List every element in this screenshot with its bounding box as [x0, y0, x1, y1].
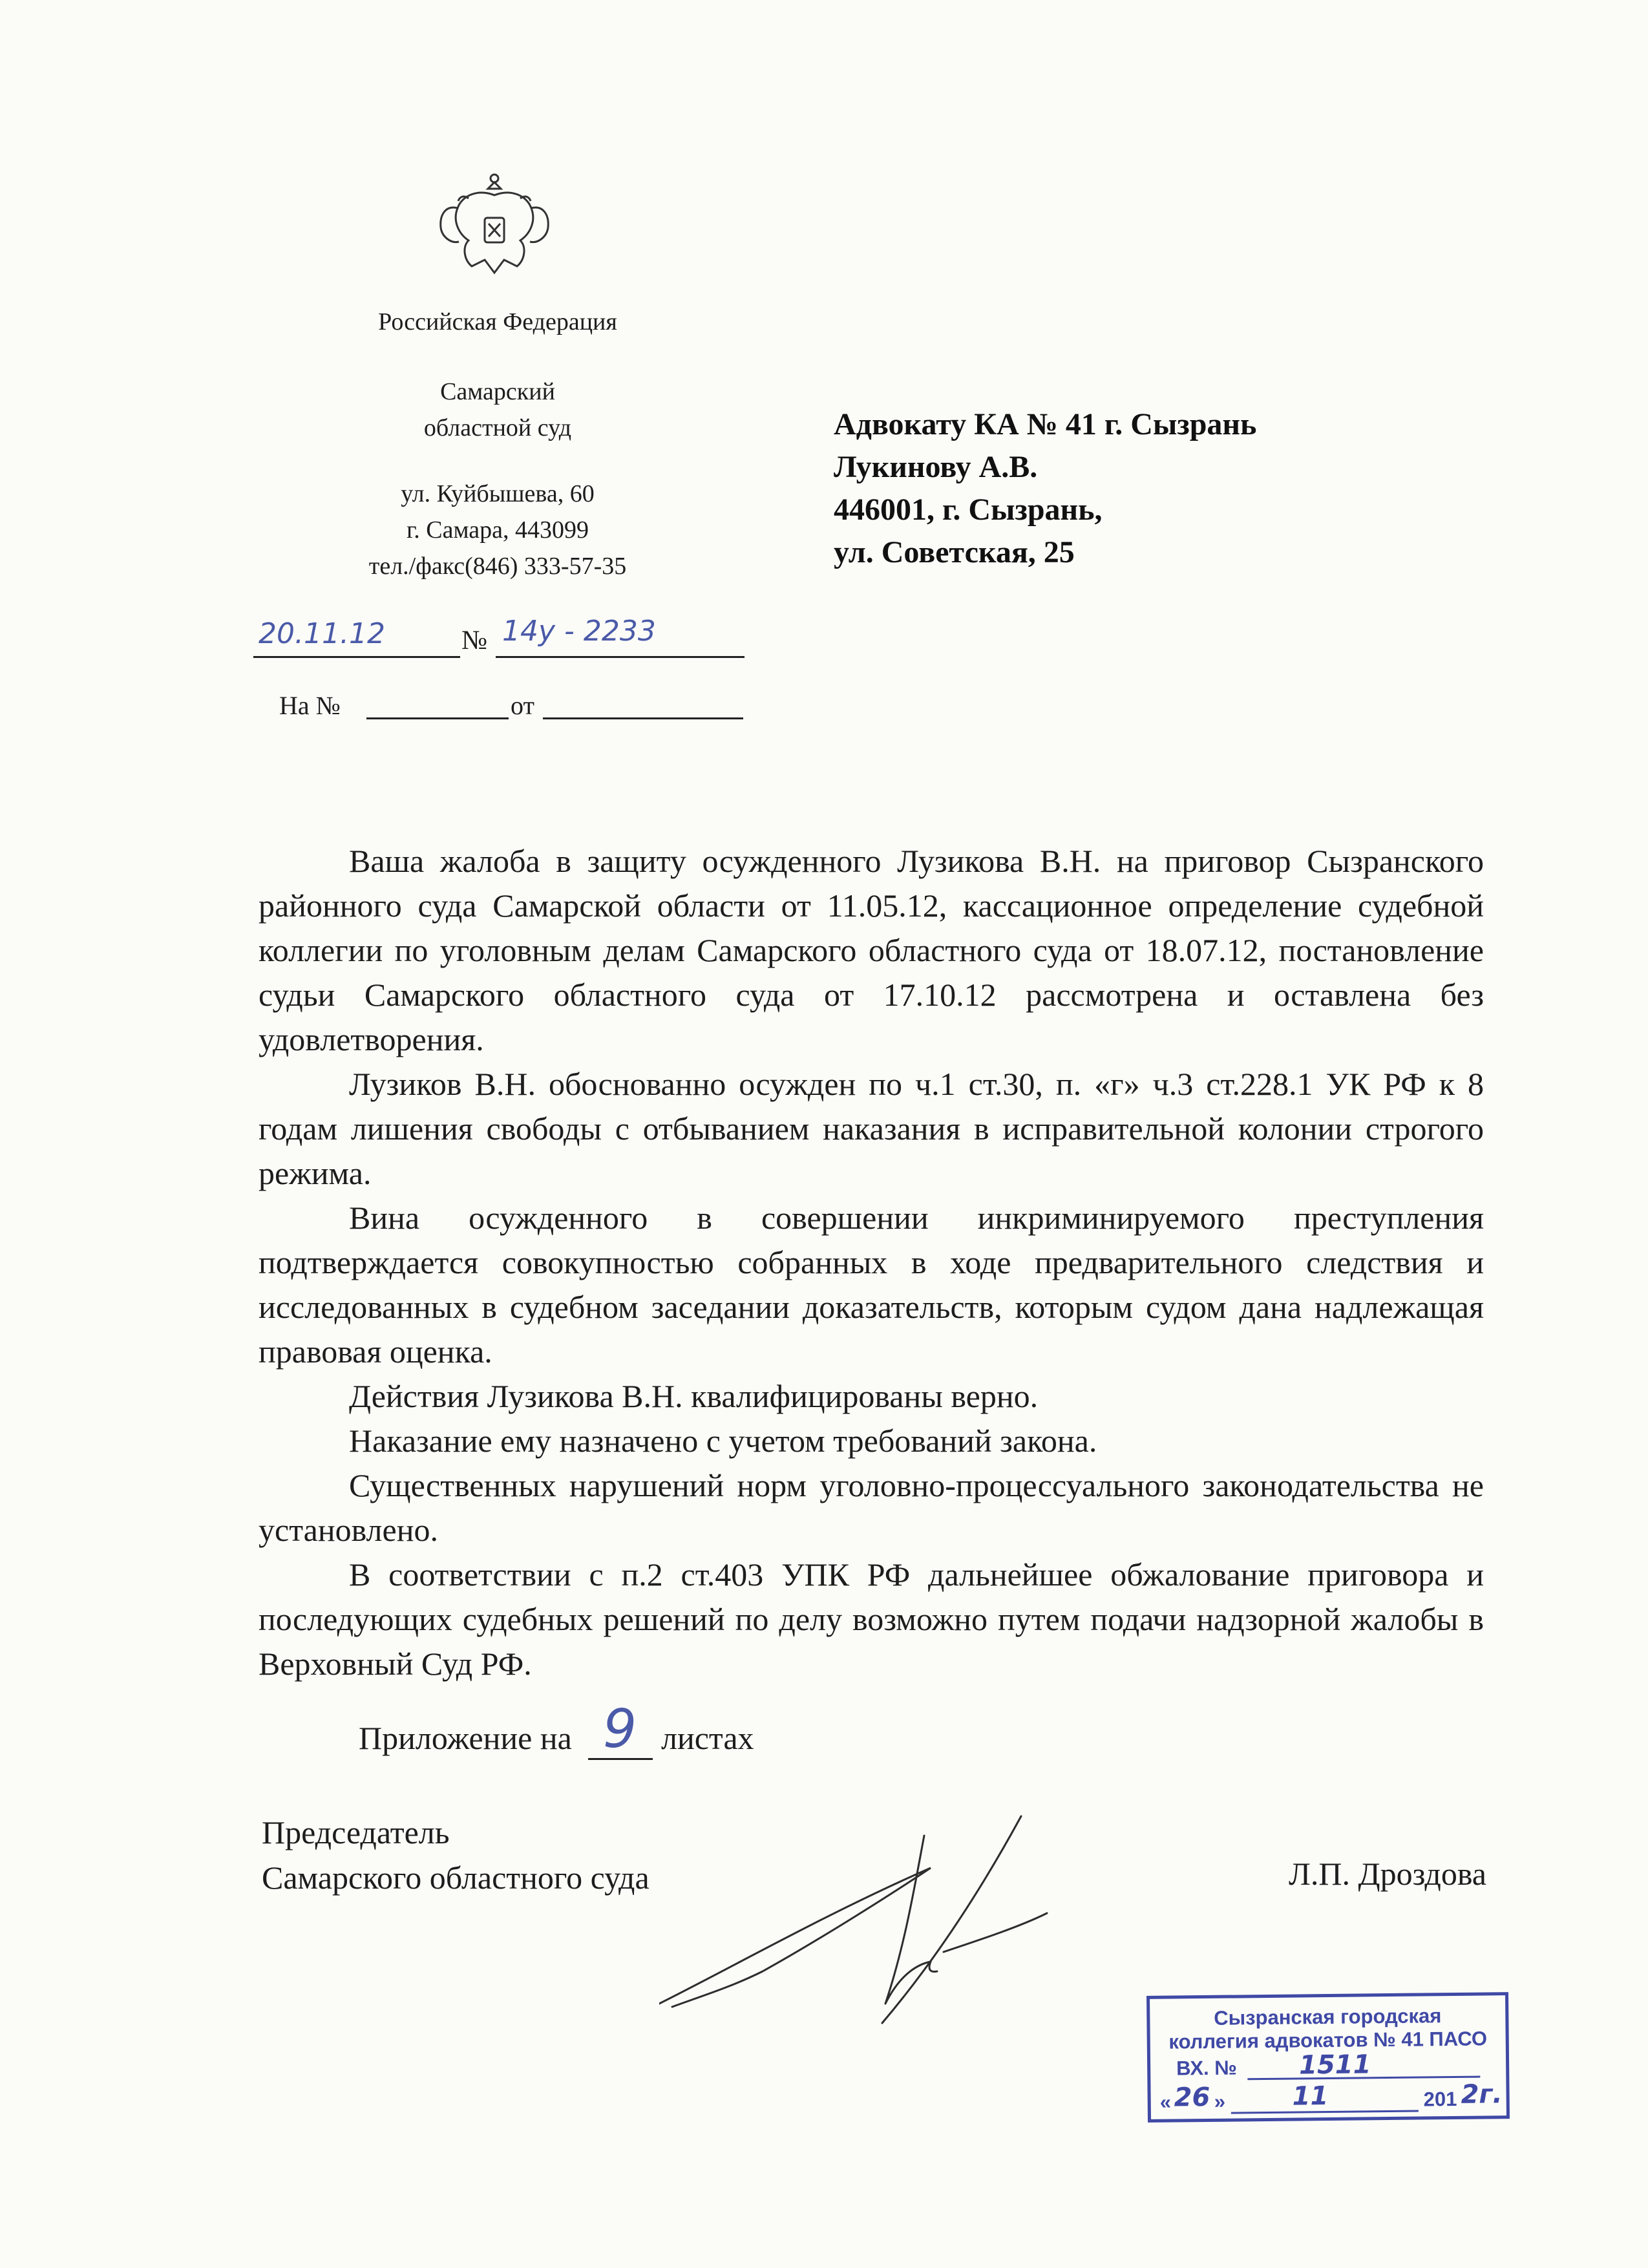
address-street: ул. Куйбышева, 60: [401, 480, 595, 507]
body-paragraph: Лузиков В.Н. обоснованно осужден по ч.1 ст.30, п. «г» ч.3 ст.228.1 УК РФ к 8 годам лишения свободы с отбыванием наказания в исправительной колонии строгого режима.: [259, 1066, 1484, 1191]
recipient-line1: Адвокату КА № 41 г. Сызрань: [834, 407, 1257, 441]
handwritten-signature: [659, 1810, 1073, 2030]
outgoing-date: 20.11.12: [259, 617, 385, 650]
attachment-suffix: листах: [661, 1720, 754, 1756]
attachment-count: 9: [603, 1699, 637, 1760]
attachment-line: [359, 1699, 940, 1765]
stamp-year-suffix: 2г.: [1461, 2079, 1503, 2110]
stamp-year-prefix: 201: [1423, 2087, 1457, 2111]
signatory-title-line2: Самарского областного суда: [262, 1860, 650, 1896]
coat-of-arms-emblem: [433, 169, 556, 279]
court-name: [304, 374, 692, 446]
phone-fax: тел./факс(846) 333-57-35: [368, 553, 627, 580]
stamp-in-number-row: [1176, 2051, 1486, 2083]
stamp-line2: коллегия адвокатов № 41 ПАСО: [1168, 2027, 1488, 2053]
stamp-day: 26: [1174, 2082, 1210, 2113]
recipient-block: [834, 403, 1415, 574]
recipient-line3: 446001, г. Сызрань,: [834, 493, 1103, 527]
sender-header: [304, 304, 692, 340]
reply-to-label: На №: [279, 691, 341, 720]
stamp-in-label: ВХ. №: [1176, 2056, 1238, 2080]
outgoing-reference: [253, 617, 745, 662]
outgoing-number: 14у - 2233: [502, 615, 656, 648]
body-paragraph: Существенных нарушений норм уголовно-процессуального законодательства не установлено.: [259, 1467, 1484, 1548]
court-name-line2: областной суд: [423, 414, 572, 441]
address-city: г. Самара, 443099: [406, 516, 589, 544]
attachment-prefix: Приложение на: [359, 1720, 572, 1756]
stamp-line1: Сызранская городская: [1214, 2004, 1442, 2030]
stamp-date-row: [1159, 2079, 1503, 2119]
signatory-title-line1: Председатель: [262, 1814, 450, 1850]
reply-reference: [279, 690, 745, 729]
attachment-underline: [588, 1758, 653, 1760]
number-sign: №: [461, 626, 488, 655]
stamp-in-number: 1511: [1298, 2050, 1371, 2081]
signatory-name: Л.П. Дроздова: [1288, 1856, 1486, 1892]
stamp-month-underline: [1231, 2110, 1419, 2114]
body-paragraph: Вина осужденного в совершении инкриминируемого преступления подтверждается совокупностью собранных в ходе предварительного следствия и исследованных в судебном заседании доказательств, которым судом дана надлежащая правовая оценка.: [259, 1200, 1484, 1370]
stamp-quote-open: «: [1159, 2090, 1172, 2114]
body-paragraph: Действия Лузикова В.Н. квалифицированы верно.: [349, 1378, 1039, 1414]
recipient-line4: ул. Советская, 25: [834, 535, 1075, 569]
incoming-stamp: [1146, 1992, 1510, 2123]
body-paragraph: Наказание ему назначено с учетом требований закона.: [349, 1423, 1097, 1459]
stamp-month: 11: [1292, 2081, 1329, 2112]
court-address: [304, 476, 692, 584]
recipient-line2: Лукинову А.В.: [834, 450, 1038, 484]
court-name-line1: Самарский: [440, 378, 555, 405]
number-underline: [496, 656, 745, 658]
reply-number-blank: [366, 717, 509, 719]
country-name: Российская Федерация: [378, 308, 617, 335]
body-paragraph: Ваша жалоба в защиту осужденного Лузикова В.Н. на приговор Сызранского районного суда Самарской области от 11.05.12, кассационное определение судебной коллегии по уголовным делам Самарского областного суда от 18.07.12, постановление судьи Самарского областного суда от 17.10.12 рассмотрена и оставлена без удовлетворения.: [259, 843, 1484, 1057]
from-label: от: [511, 691, 534, 720]
body-paragraph: В соответствии с п.2 ст.403 УПК РФ дальнейшее обжалование приговора и последующих судебных решений по делу возможно путем подачи надзорной жалобы в Верховный Суд РФ.: [259, 1556, 1484, 1682]
stamp-quote-close: »: [1214, 2090, 1226, 2113]
letter-body: [259, 839, 1484, 1686]
reply-date-blank: [543, 717, 743, 719]
date-underline: [253, 656, 460, 658]
